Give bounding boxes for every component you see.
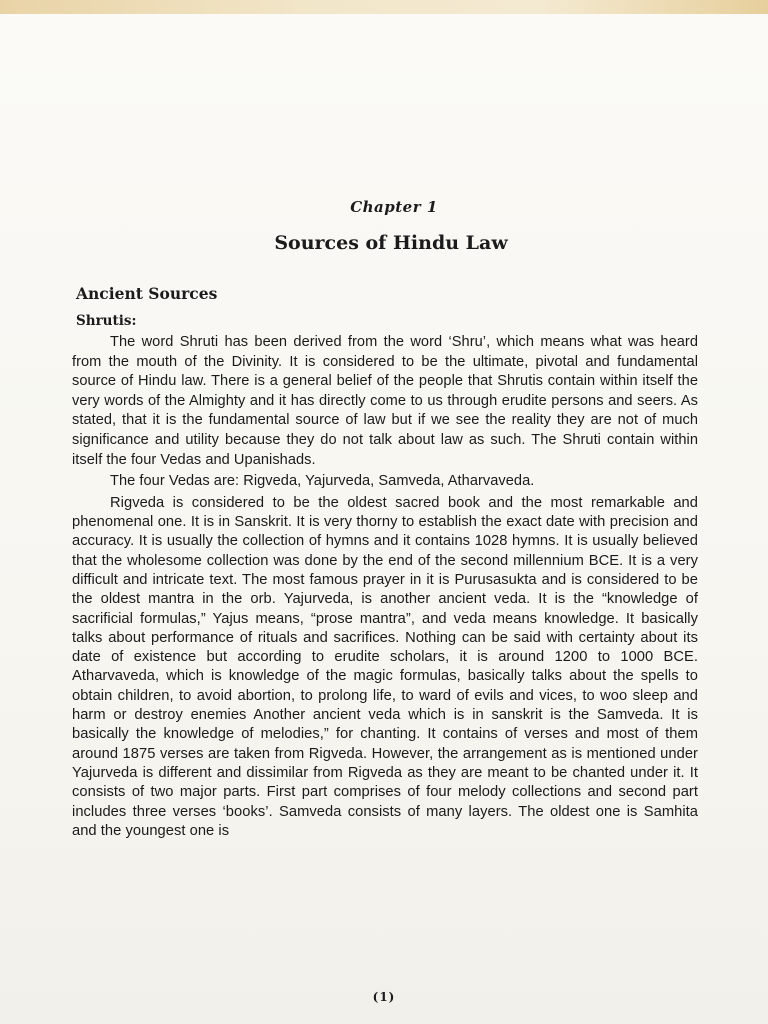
paragraph-four-vedas: The four Vedas are: Rigveda, Yajurveda, Samveda, Atharvaveda.: [110, 473, 535, 490]
chapter-label: Chapter 1: [350, 198, 438, 216]
page-top-edge: [0, 0, 768, 14]
page-body: [72, 198, 698, 841]
paragraph-shrutis-intro: The word Shruti has been derived from the word ‘Shru’, which means what was heard from the mouth of the Divinity. It is considered to be the ultimate, pivotal and fundamental source of Hindu law. There is a general belief of the people that Shrutis contain within itself the very words of the Almighty and it has directly come to us through erudite persons and seers. As stated, that it is the fundamental source of law but if we see the reality they are not of much significance and utility because they do not talk about law as such. The Shruti contain within itself the four Vedas and Upanishads.: [72, 334, 698, 468]
paragraph-rigveda: Rigveda is considered to be the oldest sacred book and the most remarkable and phenomenal one. It is in Sanskrit. It is very thorny to establish the exact date with precision and accuracy. It is usually the collection of hymns and it contains 1028 hymns. It is usually believed that the wholesome collection was done by the end of the second millennium BCE. It is a very difficult and intricate text. The most famous prayer in it is Purusasukta and is considered to be the oldest mantra in the orb. Yajurveda, is another ancient veda. It is the “knowledge of sacrificial formulas,” Yajus means, “prose mantra”, and veda means knowledge. It basically talks about performance of rituals and sacrifices. Nothing can be said with certainty about its date of existence but according to erudite scholars, it is around 1200 to 1000 BCE. Atharvaveda, which is knowledge of the magic formulas, basically talks about the spells to obtain children, to avoid abortion, to prolong life, to ward of evils and vices, to woo sleep and harm or destroy enemies Another ancient veda which is in sanskrit is the Samveda. It is basically the knowledge of melodies,” for chanting. It contains of verses and most of them around 1875 verses are taken from Rigveda. However, the arrangement as is mentioned under Yajurveda is different and dissimilar from Rigveda as they are meant to be chanted under it. It consists of two major parts. First part comprises of four melody collections and second part includes three verses ‘books’. Samveda consists of many layers. The oldest one is Samhita and the youngest one is: [72, 494, 698, 839]
section-heading: Ancient Sources: [76, 284, 218, 303]
subsection-heading: Shrutis:: [76, 313, 137, 329]
chapter-title: Sources of Hindu Law: [274, 232, 508, 254]
page-number: (1): [372, 990, 396, 1004]
